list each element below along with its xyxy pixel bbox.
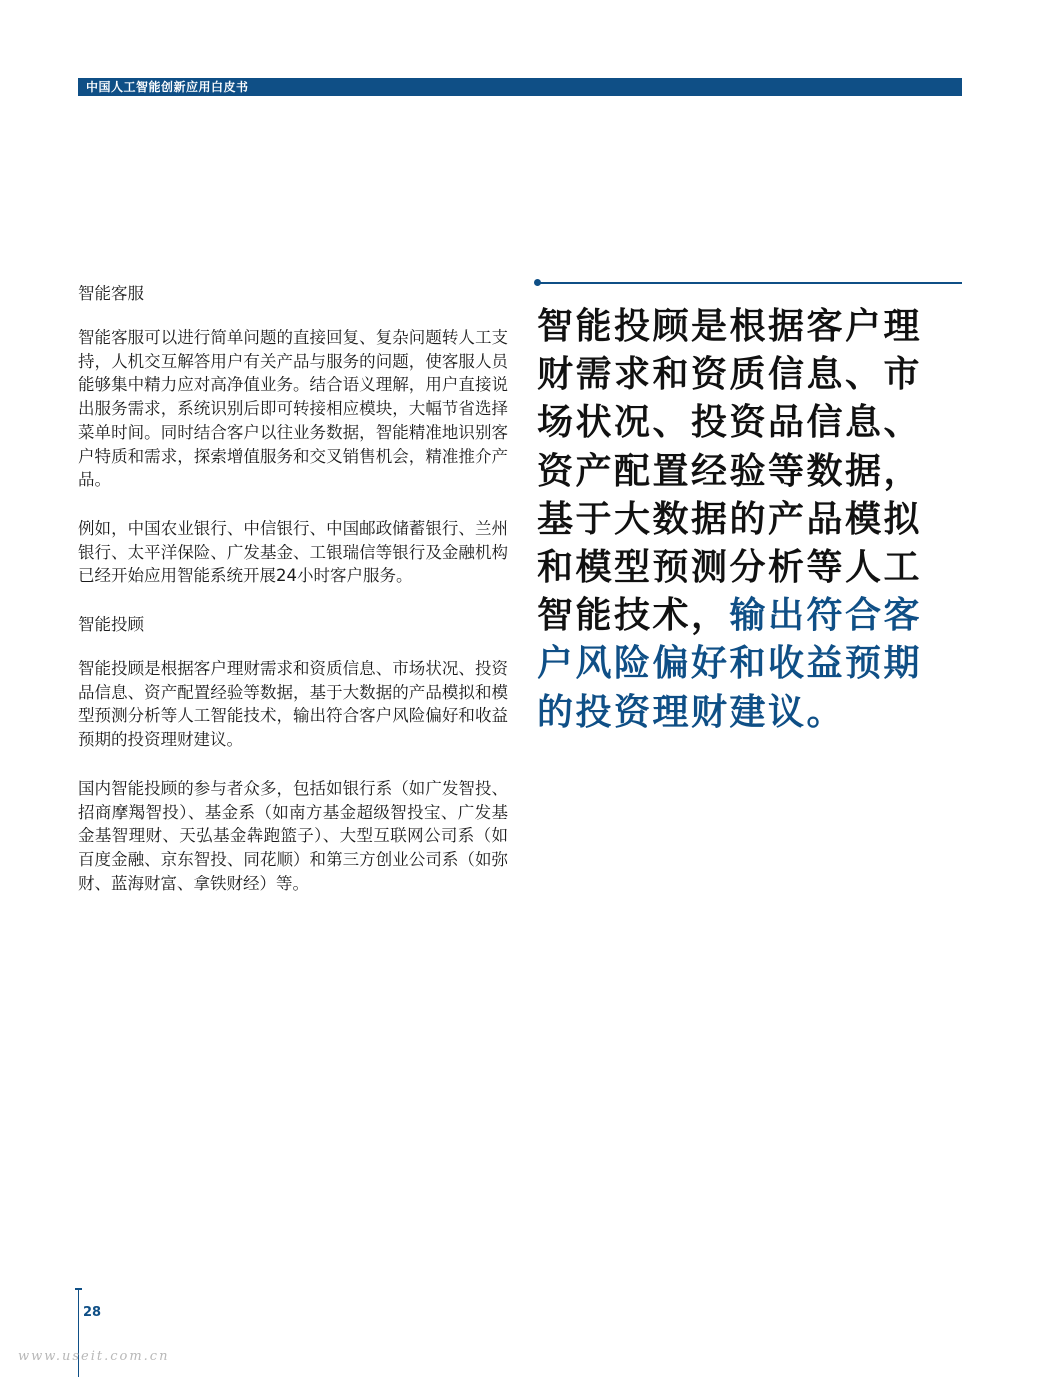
header-bar (78, 78, 962, 96)
paragraph: 智能投顾是根据客户理财需求和资质信息、市场状况、投资品信息、资产配置经验等数据，基于大数据的产品模拟和模型预测分析等人工智能技术，输出符合客户风险偏好和收益预期的投资理财建议。 (78, 659, 508, 750)
pull-quote-line: 财需求和资质信息、市 (537, 354, 923, 396)
paragraph: 例如，中国农业银行、中信银行、中国邮政储蓄银行、兰州银行、太平洋保险、广发基金、工银瑞信等银行及金融机构已经开始应用智能系统开展24小时客户服务。 (78, 518, 508, 586)
pull-quote-highlight-line: 户风险偏好和收益预期 (537, 643, 923, 685)
paragraph: 智能客服可以进行简单问题的直接回复、复杂问题转人工支持，人机交互解答用户有关产品与服务的问题，使客服人员能够集中精力应对高净值业务。结合语义理解，用户直接说出服务需求，系统识别后即可转接相应模块，大幅节省选择菜单时间。同时结合客户以往业务数据，智能精准地识别客户特质和需求，探索增值服务和交叉销售机会，精准推介产品。 (78, 328, 508, 490)
pull-quote-dot (534, 279, 541, 286)
pull-quote-highlight: 输出符合客 (729, 595, 923, 637)
section-heading-robo-advisor: 智能投顾 (78, 615, 144, 635)
pull-quote (537, 303, 967, 737)
body-text-column (78, 282, 508, 895)
pull-quote-highlight-line: 的投资理财建议。 (537, 691, 846, 733)
pull-quote-line: 资产配置经验等数据， (537, 450, 923, 492)
page-number: 28 (83, 1305, 102, 1320)
footer-tick (75, 1288, 82, 1290)
watermark: www.useit.com.cn (18, 1349, 170, 1364)
pull-quote-text: 智能技术， (537, 595, 730, 637)
section-heading-customer-service: 智能客服 (78, 284, 144, 303)
pull-quote-rule (537, 282, 962, 284)
document-title: 中国人工智能创新应用白皮书 (86, 80, 249, 94)
pull-quote-line: 基于大数据的产品模拟 (537, 498, 923, 540)
pull-quote-line: 智能投顾是根据客户理 (537, 306, 923, 347)
paragraph: 国内智能投顾的参与者众多，包括如银行系（如广发智投、招商摩羯智投）、基金系（如南方基金超级智投宝、广发基金基智理财、天弘基金犇跑篮子）、大型互联网公司系（如百度金融、京东智投、同花顺）和第三方创业公司系（如弥财、蓝海财富、拿铁财经）等。 (78, 778, 508, 893)
pull-quote-line (537, 592, 967, 640)
pull-quote-line: 场状况、投资品信息、 (537, 402, 923, 444)
pull-quote-line: 和模型预测分析等人工 (537, 547, 923, 589)
